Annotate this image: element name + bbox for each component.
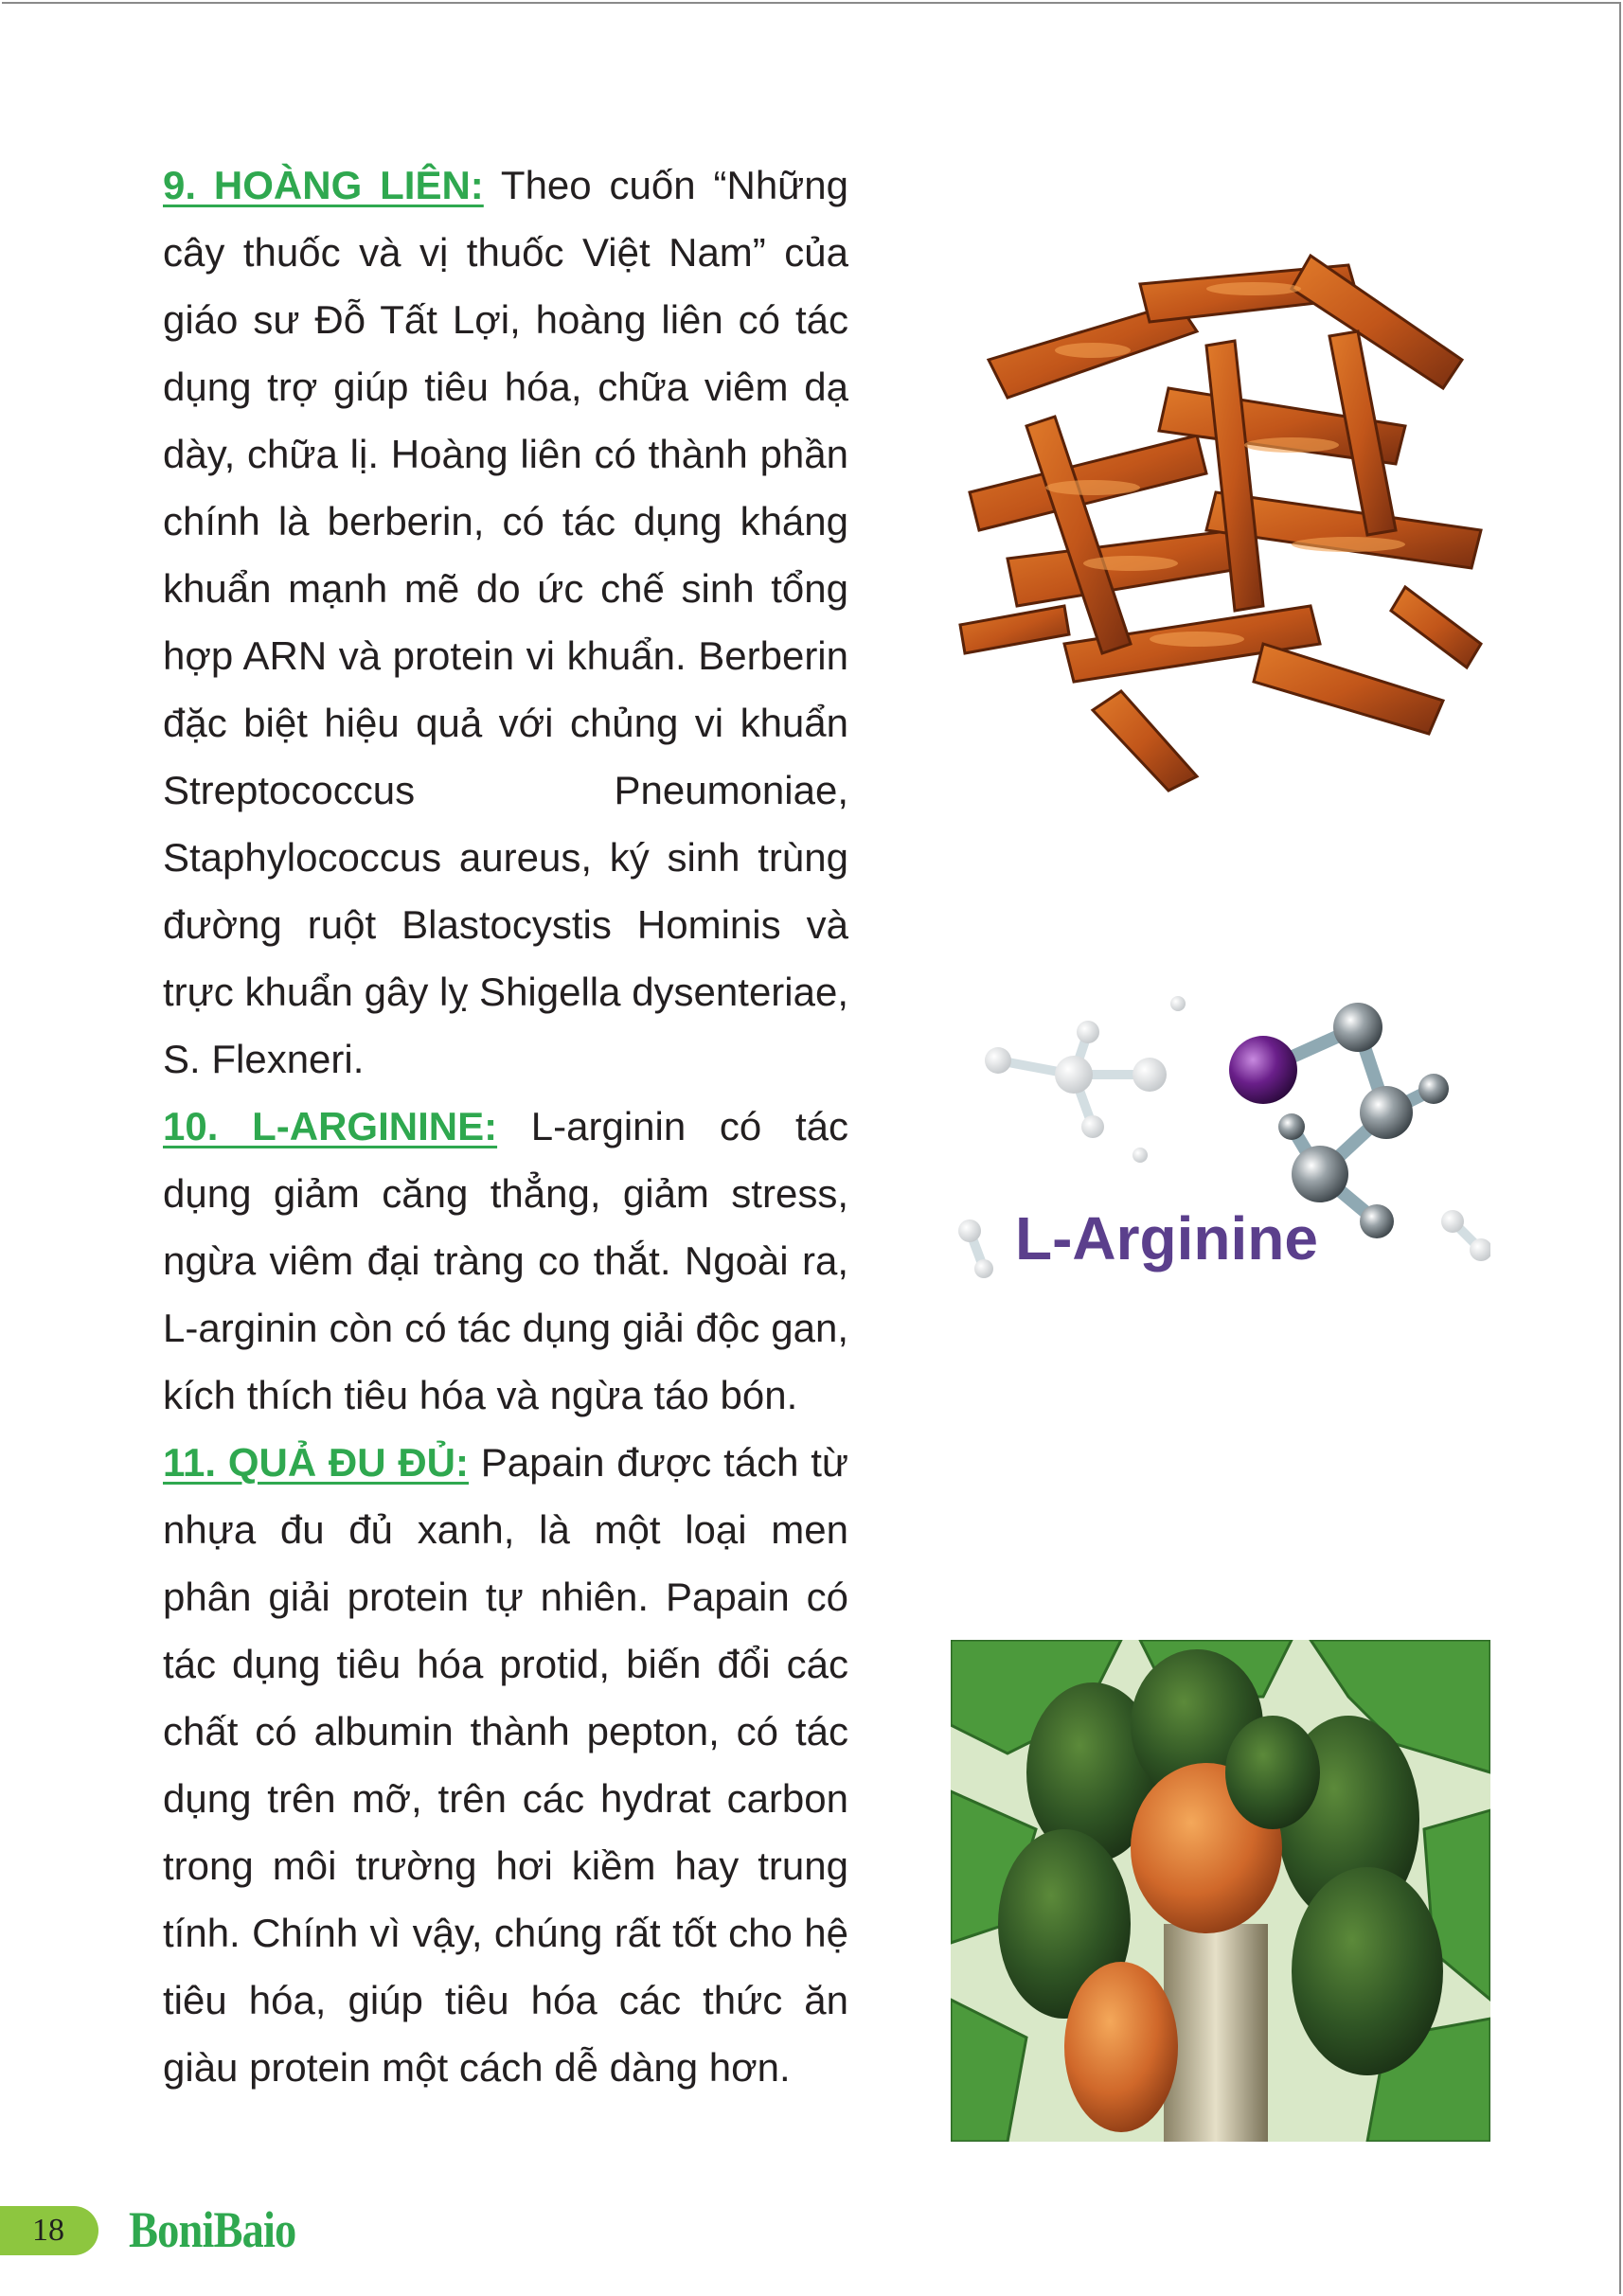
section-papaya <box>163 1429 848 2101</box>
l-arginine-molecule-image <box>951 985 1490 1307</box>
section-body: L-arginin có tác dụng giảm căng thẳng, giảm stress, ngừa viêm đại tràng co thắt. Ngoài ra, L-arginin còn có tác dụng giải độc gan, kích thích tiêu hóa và ngừa táo bón. <box>163 1104 848 1417</box>
article-text <box>163 151 848 2101</box>
section-l-arginine <box>163 1093 848 1429</box>
dried-root-illustration <box>951 246 1490 795</box>
hoang-lien-root-image <box>951 246 1490 795</box>
section-body: Theo cuốn “Những cây thuốc và vị thuốc Việt Nam” của giáo sư Đỗ Tất Lợi, hoàng liên có tác dụng trợ giúp tiêu hóa, chữa viêm dạ dày, chữa lị. Hoàng liên có thành phần chính là berberin, có tác dụng kháng khuẩn mạnh mẽ do ức chế sinh tổng hợp ARN và protein vi khuẩn. Berberin đặc biệt hiệu quả với chủng vi khuẩn Streptococcus Pneumoniae, Staphylococcus aureus, ký sinh trùng đường ruột Blastocystis Hominis và trực khuẩn gây lỵ Shigella dysenteriae, S. Flexneri. <box>163 163 849 1081</box>
brand-logo: BoniBaio <box>129 2201 296 2258</box>
section-body: Papain được tách từ nhựa đu đủ xanh, là một loại men phân giải protein tự nhiên. Papain có tác dụng tiêu hóa protid, biến đổi các chất có albumin thành pepton, có tác dụng trên mỡ, trên các hydrat carbon trong môi trường hơi kiềm hay trung tính. Chính vì vậy, chúng rất tốt cho hệ tiêu hóa, giúp tiêu hóa các thức ăn giàu protein một cách dễ dàng hơn. <box>163 1440 848 2090</box>
section-heading: 10. L-ARGININE: <box>163 1104 498 1148</box>
molecule-illustration <box>951 985 1490 1307</box>
section-heading: 9. HOÀNG LIÊN: <box>163 163 484 207</box>
l-arginine-label: L-Arginine <box>1015 1204 1318 1273</box>
page-number: 18 <box>32 2213 64 2248</box>
section-heading: 11. QUẢ ĐU ĐỦ: <box>163 1440 469 1485</box>
papaya-image <box>951 1640 1490 2142</box>
papaya-illustration <box>951 1640 1490 2142</box>
section-hoang-lien <box>163 151 848 1093</box>
